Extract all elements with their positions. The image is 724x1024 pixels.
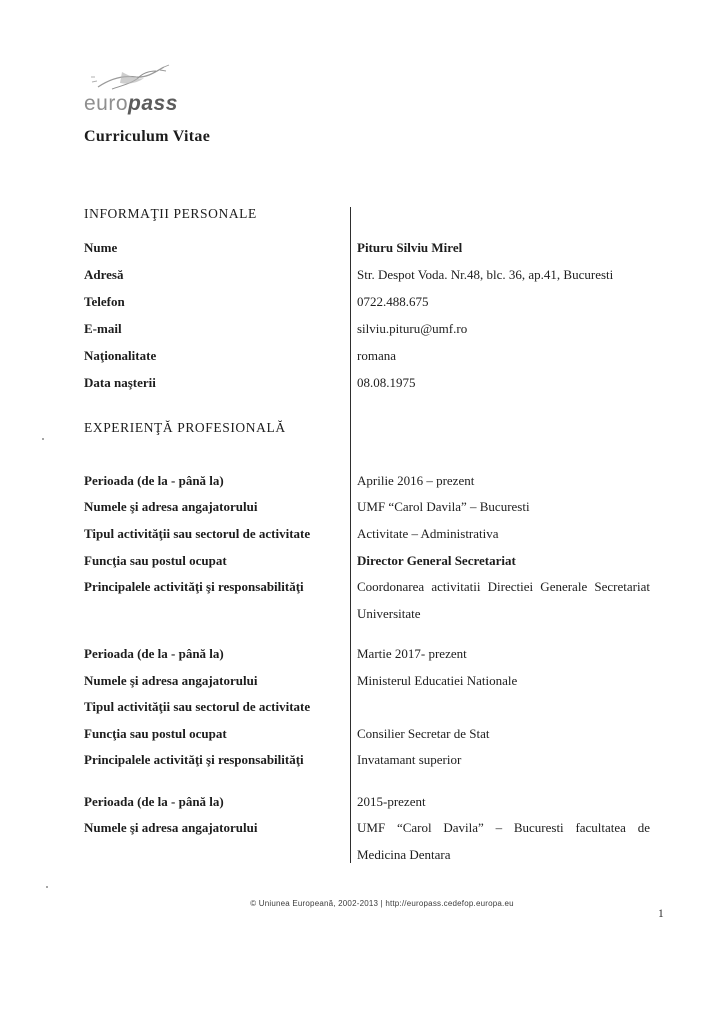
logo-pass-text: pass [128,92,178,115]
field-value: Invatamant superior [357,752,462,767]
experience-row-employer [84,668,684,695]
field-value: silviu.pituru@umf.ro [357,321,468,336]
field-value: Str. Despot Voda. Nr.48, blc. 36, ap.41, Bucuresti [357,267,614,282]
field-label: Principalele activităţi şi responsabilităţi [84,752,304,767]
experience-row-period [84,641,684,668]
field-label: Numele şi adresa angajatorului [84,499,258,514]
field-label: Funcţia sau postul ocupat [84,553,227,568]
scan-speck [46,886,48,888]
personal-row-phone [84,289,684,316]
field-value: Martie 2017- prezent [357,646,467,661]
personal-row-birthdate [84,370,684,397]
footer-copyright: © Uniunea Europeană, 2002-2013 | http://europass.cedefop.europa.eu [250,899,514,908]
field-value: Coordonarea activitatii Directiei Generale Secretariat Universitate [357,579,650,621]
experience-row-employer [84,494,684,521]
field-label: Numele şi adresa angajatorului [84,820,258,835]
field-label: Funcţia sau postul ocupat [84,726,227,741]
field-value: Pituru Silviu Mirel [357,240,463,255]
section-header-experience: EXPERIENŢĂ PROFESIONALĂ [84,420,286,435]
personal-row-nationality [84,343,684,370]
field-value: UMF “Carol Davila” – Bucuresti [357,499,530,514]
field-label: Telefon [84,294,125,309]
field-label: Perioada (de la - până la) [84,646,224,661]
field-value: Activitate – Administrativa [357,526,499,541]
experience-row-period [84,468,684,495]
europass-wordmark [84,92,178,116]
field-value: 08.08.1975 [357,375,416,390]
field-label: Perioada (de la - până la) [84,794,224,809]
field-label: Nume [84,240,118,255]
field-value: 0722.488.675 [357,294,429,309]
logo-euro-text: euro [84,92,129,115]
field-value: UMF “Carol Davila” – Bucuresti facultatea de Medicina Dentara [357,820,650,862]
page-number: 1 [658,908,664,920]
personal-row-email [84,316,684,343]
experience-row-position [84,548,684,575]
field-label: Principalele activităţi şi responsabilităţi [84,579,304,594]
field-label: E-mail [84,321,122,336]
experience-row-position [84,721,684,748]
scan-speck [42,438,44,440]
field-value: Aprilie 2016 – prezent [357,473,475,488]
experience-row-employer [84,815,684,868]
field-value: Ministerul Educatiei Nationale [357,673,518,688]
field-label: Data naşterii [84,375,156,390]
experience-row-responsibilities [84,574,684,627]
field-label: Naţionalitate [84,348,157,363]
experience-row-activity-type [84,521,684,548]
document-title: Curriculum Vitae [84,128,211,145]
field-label: Adresă [84,267,124,282]
field-label: Numele şi adresa angajatorului [84,673,258,688]
personal-row-address [84,262,684,289]
section-header-personal-info: INFORMAŢII PERSONALE [84,206,257,221]
field-value: Director General Secretariat [357,553,516,568]
europass-bird-sketch-icon [90,64,174,94]
field-value: 2015-prezent [357,794,426,809]
field-value: romana [357,348,396,363]
experience-row-activity-type [84,694,684,721]
europass-logo [84,64,224,126]
field-label: Tipul activităţii sau sectorul de activitate [84,526,311,541]
field-label: Perioada (de la - până la) [84,473,224,488]
experience-row-responsibilities [84,747,684,774]
field-label: Tipul activităţii sau sectorul de activitate [84,699,311,714]
experience-row-period [84,789,684,816]
personal-row-name [84,235,684,262]
field-value: Consilier Secretar de Stat [357,726,490,741]
